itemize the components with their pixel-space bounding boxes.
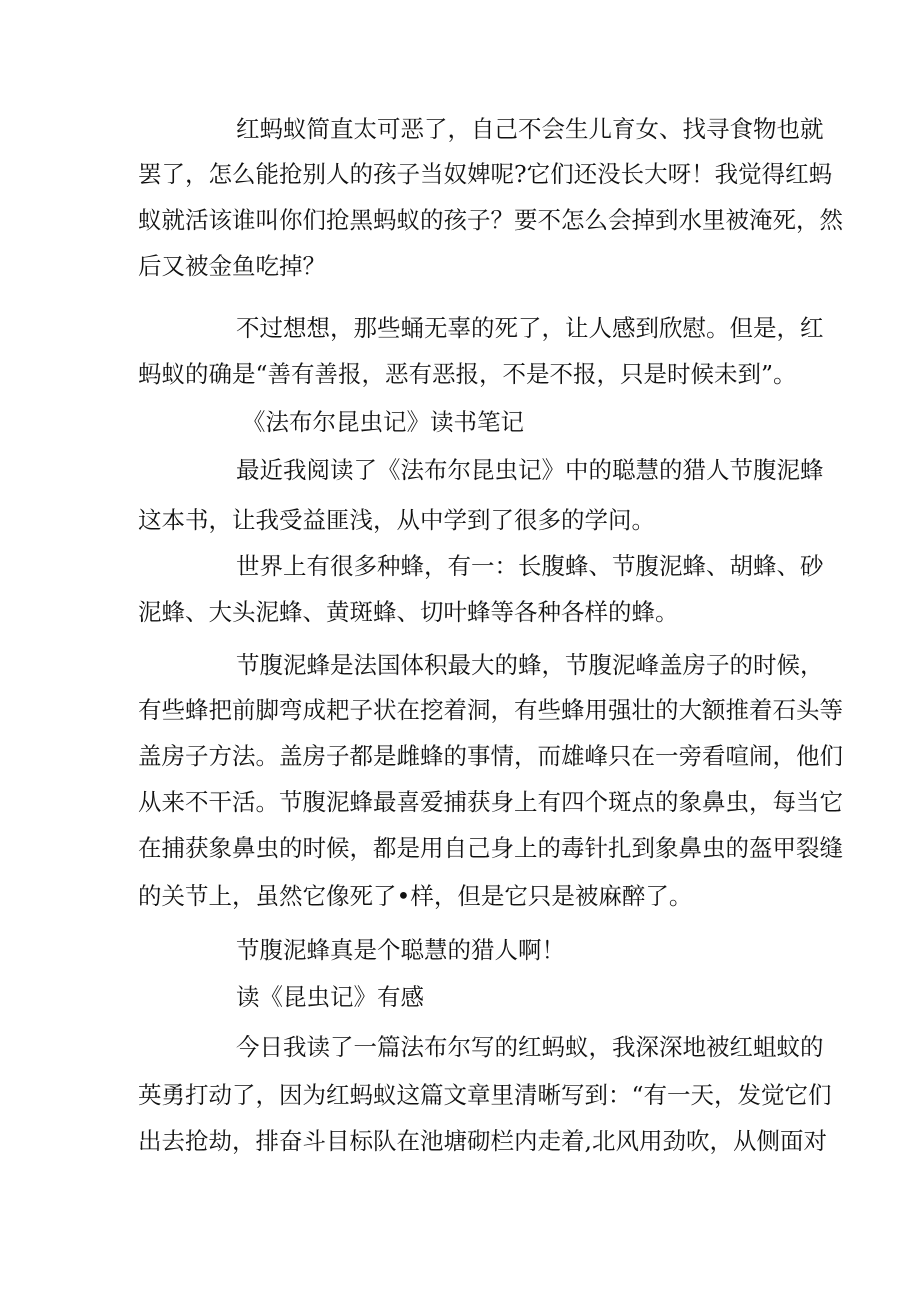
paragraph-7-line-3: 出去抢劫，排奋斗目标队在池塘砌栏内走着,北风用劲吹，从侧面对 (138, 1127, 827, 1155)
paragraph-3-line-1: 最近我阅读了《法布尔昆虫记》中的聪慧的猎人节腹泥蜂 (236, 456, 824, 484)
paragraph-7-line-2: 英勇打动了，因为红蚂蚁这篇文章里清晰写到：“有一天，发觉它们 (138, 1081, 832, 1109)
paragraph-5-line-6: 的关节上，虽然它像死了•样，但是它只是被麻醉了。 (138, 882, 693, 910)
paragraph-5-line-2: 有些蜂把前脚弯成耙子状在挖着洞，有些蜂用强壮的大额推着石头等 (138, 696, 843, 724)
paragraph-3-line-2: 这本书，让我受益匪浅，从中学到了很多的学问。 (138, 506, 655, 534)
paragraph-1-line-3: 蚁就活该谁叫你们抢黑蚂蚁的孩子？要不怎么会掉到水里被淹死，然 (138, 206, 843, 234)
paragraph-1-line-2: 罢了，怎么能抢别人的孩子当奴婢呢?它们还没长大呀！我觉得红蚂 (138, 160, 833, 188)
paragraph-5-line-3: 盖房子方法。盖房子都是雌蜂的事情，而雄峰只在一旁看喧闹，他们 (138, 742, 843, 770)
paragraph-2-line-1: 不过想想，那些蛹无辜的死了，让人感到欣慰。但是，红 (236, 314, 824, 342)
paragraph-5-line-4: 从来不干活。节腹泥蜂最喜爱捕获身上有四个斑点的象鼻虫，每当它 (138, 788, 843, 816)
paragraph-2-line-2: 蚂蚁的确是“善有善报，恶有恶报，不是不报，只是时候未到”。 (138, 360, 797, 388)
section-title-reading-notes: 《法布尔昆虫记》读书笔记 (242, 408, 524, 436)
paragraph-5-line-1: 节腹泥蜂是法国体积最大的蜂，节腹泥峰盖房子的时候， (236, 651, 824, 679)
paragraph-7-line-1: 今日我读了一篇法布尔写的红蚂蚁，我深深地被红蛆蚊的 (236, 1033, 824, 1061)
paragraph-4-line-1: 世界上有很多种蜂，有一：长腹蜂、节腹泥蜂、胡蜂、砂 (236, 552, 824, 580)
paragraph-4-line-2: 泥蜂、大头泥蜂、黄斑蜂、切叶蜂等各种各样的蜂。 (138, 598, 679, 626)
section-title-reflections: 读《昆虫记》有感 (236, 983, 424, 1011)
paragraph-6-line-1: 节腹泥蜂真是个聪慧的猎人啊！ (236, 936, 565, 964)
paragraph-1-line-4: 后又被金鱼吃掉？ (138, 252, 326, 280)
paragraph-1-line-1: 红蚂蚁简直太可恶了，自己不会生儿育女、找寻食物也就 (236, 115, 824, 143)
paragraph-5-line-5: 在捕获象鼻虫的时候，都是用自己身上的毒针扎到象鼻虫的盔甲裂缝 (138, 834, 843, 862)
